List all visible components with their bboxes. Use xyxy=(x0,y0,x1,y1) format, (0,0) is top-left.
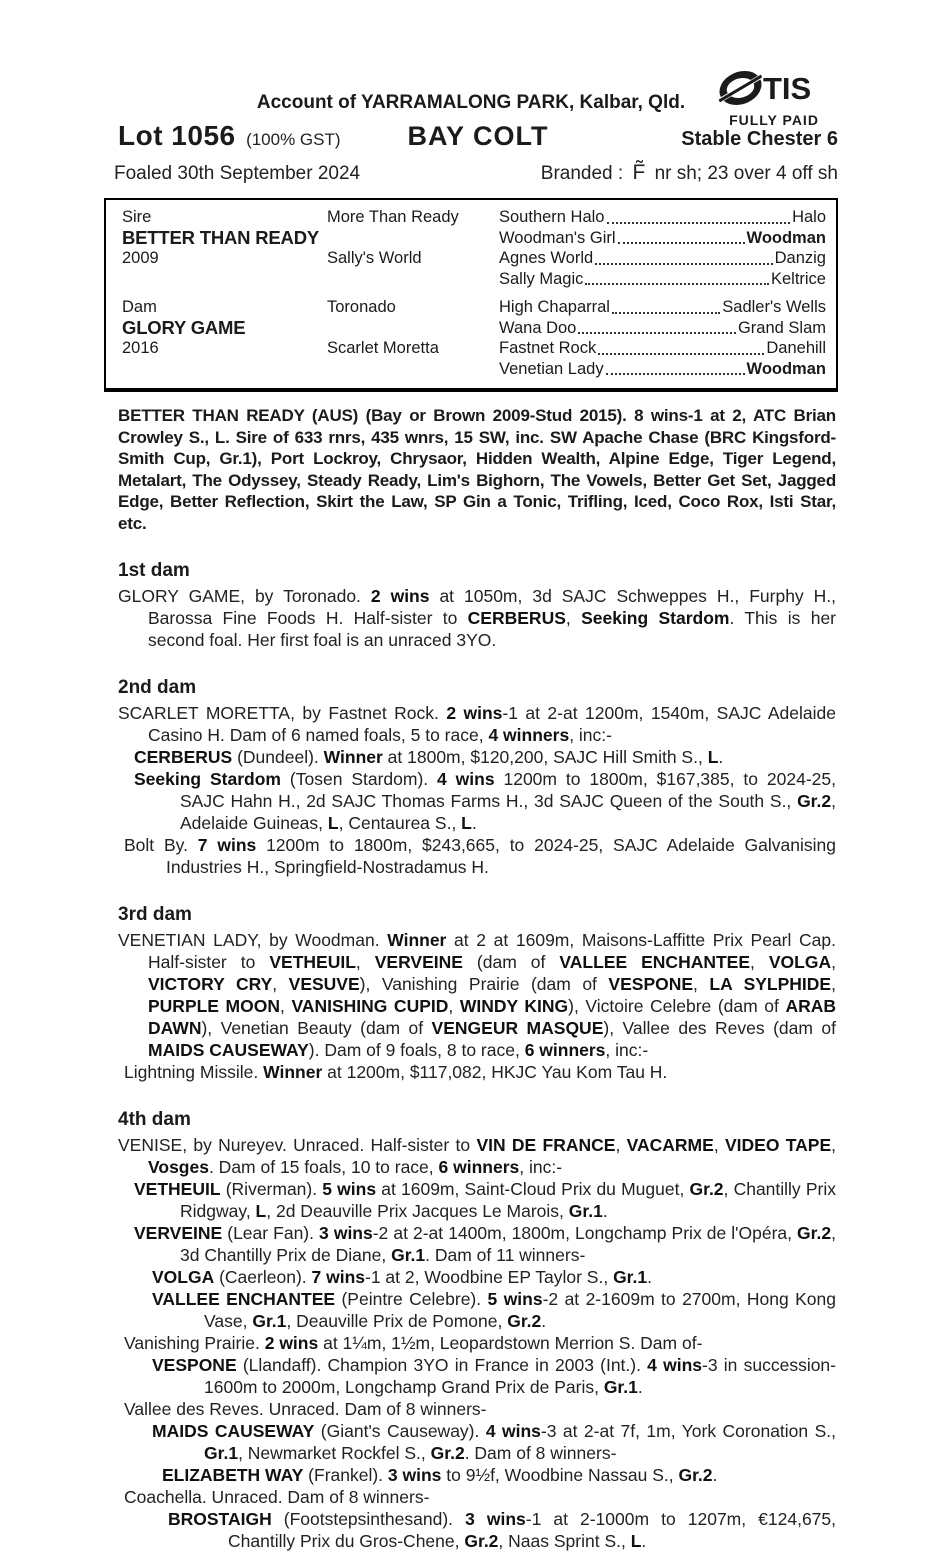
dot-leader xyxy=(618,242,745,244)
pedigree-gen3-row xyxy=(499,359,826,380)
foal-line xyxy=(114,161,838,185)
pedigree-paragraph: VENETIAN LADY, by Woodman. Winner at 2 at 1609m, Maisons-Laffitte Prix Pearl Cap. Half-sister to VETHEUIL, VERVEINE (dam of VALLEE ENCHANTEE, VOLGA, VICTORY CRY, VESUVE), Vanishing Prairie (dam of VESPONE, LA SYLPHIDE, PURPLE MOON, VANISHING CUPID, WINDY KING), Victoire Celebre (dam of ARAB DAWN), Venetian Beauty (dam of VENGEUR MASQUE), Vallee des Reves (dam of MAIDS CAUSEWAY). Dam of 9 foals, 8 to race, 6 winners, inc:- xyxy=(118,930,837,1060)
catalogue-page xyxy=(104,0,838,1552)
gen3-sire: Woodman xyxy=(746,359,826,378)
pedigree-grandparent xyxy=(327,228,499,249)
pedigree-paragraph: VETHEUIL (Riverman). 5 wins at 1609m, Saint-Cloud Prix du Muguet, Gr.2, Chantilly Prix Ridgway, L, 2d Deauville Prix Jacques Le Marois, Gr.1. xyxy=(134,1179,836,1221)
section-heading: 1st dam xyxy=(118,560,190,581)
gen3-name: Sally Magic xyxy=(499,269,584,288)
pedigree-box xyxy=(104,198,838,392)
gen3-sire: Woodman xyxy=(746,228,826,247)
dot-leader xyxy=(607,222,791,224)
pedigree-grandparent: Sally's World xyxy=(327,249,422,267)
gen3-name: Woodman's Girl xyxy=(499,228,616,247)
pedigree-grandparent: Toronado xyxy=(327,298,396,316)
account-line: Account of YARRAMALONG PARK, Kalbar, Qld. xyxy=(256,92,686,113)
pedigree-label: 2016 xyxy=(122,339,159,357)
dot-leader xyxy=(612,312,720,314)
dam-sections xyxy=(118,560,836,1552)
lot-number: Lot 1056 xyxy=(118,120,236,151)
pedigree-paragraph: SCARLET MORETTA, by Fastnet Rock. 2 wins-1 at 2-at 1200m, 1540m, SAJC Adelaide Casino H. Dam of 6 named foals, 5 to race, 4 winners, inc:- xyxy=(118,703,836,745)
pedigree-paragraph: VENISE, by Nureyev. Unraced. Half-sister to VIN DE FRANCE, VACARME, VIDEO TAPE, Vosges. Dam of 15 foals, 10 to race, 6 winners, inc:- xyxy=(118,1135,836,1177)
page-title: BAY COLT xyxy=(407,121,549,151)
pedigree-group-gap xyxy=(122,289,826,297)
qtis-logo xyxy=(710,70,838,128)
pedigree-gen3-row xyxy=(499,207,826,228)
dot-leader xyxy=(595,263,772,265)
pedigree-label xyxy=(122,269,327,290)
pedigree-paragraph: Bolt By. 7 wins 1200m to 1800m, $243,665, to 2024-25, SAJC Adelaide Galvanising Industries H., Springfield-Nostradamus H. xyxy=(124,835,836,877)
fully-paid-label: FULLY PAID xyxy=(729,112,819,128)
pedigree-paragraph: MAIDS CAUSEWAY (Giant's Causeway). 4 wins-3 at 2-at 7f, 1m, York Coronation S., Gr.1, Newmarket Rockfel S., Gr.2. Dam of 8 winners- xyxy=(152,1421,836,1463)
pedigree-paragraph: VESPONE (Llandaff). Champion 3YO in France in 2003 (Int.). 4 wins-3 in succession-1600m to 2000m, Longchamp Grand Prix de Paris, Gr.1. xyxy=(152,1355,836,1397)
pedigree-paragraph: Coachella. Unraced. Dam of 8 winners- xyxy=(124,1487,430,1507)
pedigree-gen3-row xyxy=(499,248,826,269)
pedigree-paragraph: Seeking Stardom (Tosen Stardom). 4 wins 1200m to 1800m, $167,385, to 2024-25, SAJC Hahn H., 2d SAJC Thomas Farms H., 3d SAJC Queen of the South S., Gr.2, Adelaide Guineas, L, Centaurea S., L. xyxy=(134,769,836,833)
qtis-tis-text: TIS xyxy=(763,71,812,106)
pedigree-grandparent xyxy=(327,359,499,380)
gen3-name: Agnes World xyxy=(499,249,594,267)
pedigree-paragraph: ELIZABETH WAY (Frankel). 3 wins to 9½f, Woodbine Nassau S., Gr.2. xyxy=(162,1465,718,1485)
gen3-sire: Grand Slam xyxy=(737,318,826,337)
section-heading: 3rd dam xyxy=(118,904,192,925)
pedigree-grandparent xyxy=(327,269,499,290)
pedigree-label: Sire xyxy=(122,208,152,226)
pedigree-gen3-row xyxy=(499,318,826,339)
pedigree-gen3-row xyxy=(499,297,826,318)
pedigree-paragraph: Vanishing Prairie. 2 wins at 1¼m, 1½m, Leopardstown Merrion S. Dam of- xyxy=(124,1333,703,1353)
brand-symbol: F̃ xyxy=(632,161,646,184)
gen3-sire: Sadler's Wells xyxy=(722,298,826,316)
gst-note: (100% GST) xyxy=(246,130,341,149)
gen3-name: High Chaparral xyxy=(499,298,610,316)
pedigree-paragraph: BROSTAIGH (Footstepsinthesand). 3 wins-1 at 2-1000m to 1207m, €124,675, Chantilly Prix du Gros-Chene, Gr.2, Naas Sprint S., L. xyxy=(168,1509,837,1551)
gen3-sire: Keltrice xyxy=(770,269,826,288)
sire-summary: BETTER THAN READY (AUS) (Bay or Brown 2009-Stud 2015). 8 wins-1 at 2, ATC Brian Crowley S., L. Sire of 633 rnrs, 435 wnrs, 15 SW, inc. SW Apache Chase (BRC Kingsford-Smith Cup, Gr.1), Port Lockroy, Chrysaor, Hidden Wealth, Alpine Edge, Tiger Legend, Metalart, The Odyssey, Steady Ready, Lim's Bighorn, The Vowels, Better Get Set, Jagged Edge, Better Reflection, Skirt the Law, SP Gin a Tonic, Trifling, Iced, Coco Rox, Isti Star, etc. xyxy=(118,406,836,533)
pedigree-gen3-row xyxy=(499,269,826,290)
pedigree-paragraph: Vallee des Reves. Unraced. Dam of 8 winners- xyxy=(124,1399,487,1419)
branded-label: Branded : xyxy=(540,163,624,184)
gen3-name: Fastnet Rock xyxy=(499,339,597,357)
gen3-sire: Danehill xyxy=(766,339,826,357)
foaled-date: Foaled 30th September 2024 xyxy=(114,163,361,184)
gen3-sire: Danzig xyxy=(774,249,826,267)
gen3-name: Southern Halo xyxy=(499,208,605,226)
brand-text: nr sh; 23 over 4 off sh xyxy=(654,163,838,184)
pedigree-paragraph: VOLGA (Caerleon). 7 wins-1 at 2, Woodbine EP Taylor S., Gr.1. xyxy=(152,1267,652,1287)
dot-leader xyxy=(606,373,745,375)
pedigree-label: Dam xyxy=(122,298,157,316)
brand-info xyxy=(541,161,838,185)
pedigree-paragraph: Lightning Missile. Winner at 1200m, $117,082, HKJC Yau Kom Tau H. xyxy=(124,1062,668,1082)
pedigree-grandparent xyxy=(327,318,499,339)
pedigree-parent-name: GLORY GAME xyxy=(122,316,246,338)
pedigree-gen3-row xyxy=(499,228,826,249)
dot-leader xyxy=(585,283,769,285)
pedigree-paragraph: VERVEINE (Lear Fan). 3 wins-2 at 2-at 1400m, 1800m, Longchamp Prix de l'Opéra, Gr.2, 3d Chantilly Prix de Diane, Gr.1. Dam of 11 winners- xyxy=(134,1223,836,1265)
stable-number: Stable Chester 6 xyxy=(681,128,838,150)
pedigree-gen3-row xyxy=(499,338,826,359)
pedigree-paragraph: GLORY GAME, by Toronado. 2 wins at 1050m, 3d SAJC Schweppes H., Furphy H., Barossa Fine Foods H. Half-sister to CERBERUS, Seeking Stardom. This is her second foal. Her first foal is an unraced 3YO. xyxy=(118,586,836,650)
dot-leader xyxy=(578,332,736,334)
pedigree-label xyxy=(122,359,327,380)
gen3-name: Wana Doo xyxy=(499,318,577,337)
qtis-q-icon xyxy=(715,70,833,106)
gen3-name: Venetian Lady xyxy=(499,359,604,378)
section-heading: 2nd dam xyxy=(118,677,197,698)
pedigree-paragraph: VALLEE ENCHANTEE (Peintre Celebre). 5 wins-2 at 2-1609m to 2700m, Hong Kong Vase, Gr.1, Deauville Prix de Pomone, Gr.2. xyxy=(152,1289,836,1331)
pedigree-grandparent: More Than Ready xyxy=(327,208,459,226)
section-heading: 4th dam xyxy=(118,1109,191,1130)
pedigree-label: 2009 xyxy=(122,249,159,267)
gen3-sire: Halo xyxy=(792,208,826,226)
pedigree-paragraph: CERBERUS (Dundeel). Winner at 1800m, $120,200, SAJC Hill Smith S., L. xyxy=(134,747,724,767)
pedigree-parent-name: BETTER THAN READY xyxy=(122,226,320,248)
pedigree-grandparent: Scarlet Moretta xyxy=(327,339,439,357)
dot-leader xyxy=(598,353,764,355)
pedigree-grid xyxy=(122,207,826,379)
